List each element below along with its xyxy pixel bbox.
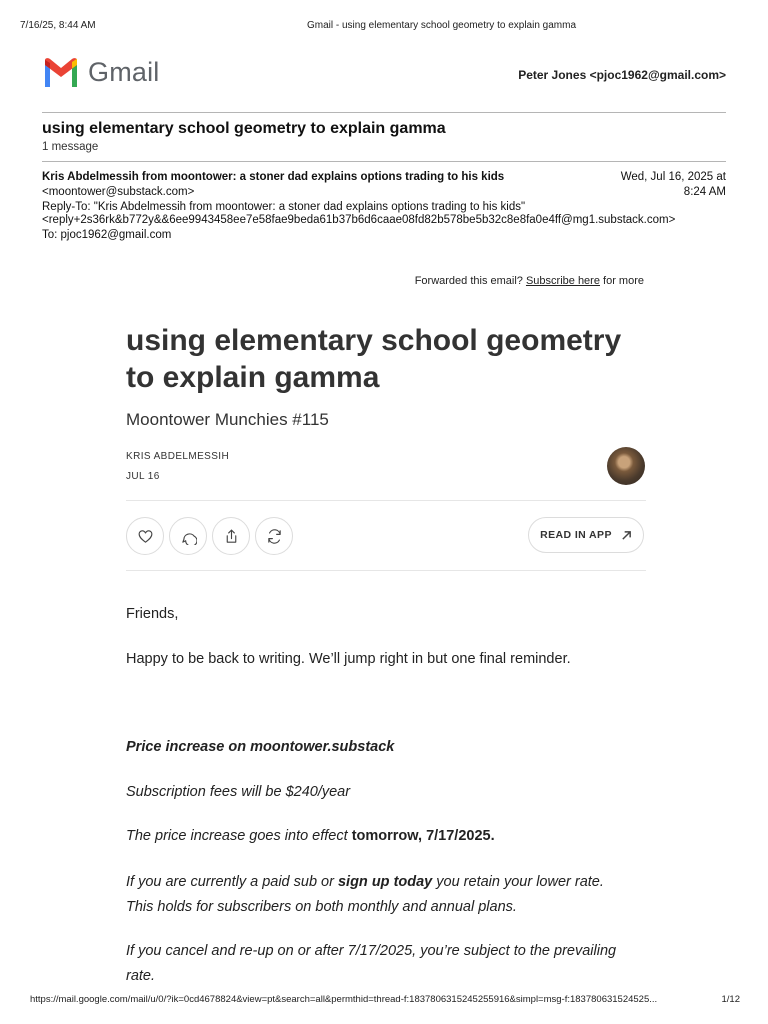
cancel-paragraph [126, 939, 646, 989]
share-icon [223, 528, 240, 545]
reply-to-line: Reply-To: "Kris Abdelmessih from moontower: a stoner dad explains options trading to his kids" [42, 201, 526, 213]
post-title-line2: to explain gamma [126, 361, 380, 394]
paid-text-c: you retain your lower rate. [436, 874, 604, 890]
share-button[interactable] [212, 517, 250, 555]
paid-text-line2: This holds for subscribers on both monthly and annual plans. [126, 899, 517, 915]
post-date: JUL 16 [126, 471, 160, 482]
like-button[interactable] [126, 517, 164, 555]
restack-icon [266, 528, 283, 545]
paid-paragraph [126, 870, 646, 920]
effect-date: tomorrow, 7/17/2025. [351, 828, 495, 844]
fees-text: Subscription fees will be $240/year [126, 784, 351, 800]
author-avatar[interactable] [607, 447, 645, 485]
sender-email: <moontower@substack.com> [42, 186, 195, 198]
thread-divider [42, 161, 726, 162]
post-author[interactable]: KRIS ABDELMESSIH [126, 451, 230, 462]
post-title[interactable] [126, 322, 646, 396]
sign-up-today-link[interactable]: sign up today [337, 874, 433, 890]
print-url: https://mail.google.com/mail/u/0/?ik=0cd4678824&view=pt&search=all&permthid=thread-f:1837806315245255916&simpl=msg-f:183780631524525... [30, 994, 658, 1005]
print-datetime: 7/16/25, 8:44 AM [20, 20, 96, 31]
recipient-line: To: pjoc1962@gmail.com [42, 229, 172, 241]
gmail-logo [42, 57, 160, 88]
forward-note [415, 275, 644, 287]
gmail-logo-text: Gmail [88, 57, 160, 87]
print-page-number: 1/12 [721, 994, 740, 1005]
price-heading: Price increase on moontower.substack [126, 739, 395, 755]
post-title-line1: using elementary school geometry [126, 324, 622, 357]
paid-text-a: If you are currently a paid sub or [126, 874, 334, 890]
comment-button[interactable] [169, 517, 207, 555]
subscribe-link[interactable]: Subscribe here [525, 275, 600, 287]
cancel-text-line1: If you cancel and re-up on or after 7/17/2025, you’re subject to the prevailing [126, 943, 617, 959]
intro-text: Happy to be back to writing. We’ll jump right in but one final reminder. [126, 651, 571, 667]
read-in-app-label: READ IN APP [540, 529, 612, 541]
thread-subject: using elementary school geometry to explain gamma [42, 120, 446, 137]
message-date [621, 170, 726, 200]
effect-text: The price increase goes into effect [126, 828, 348, 844]
greeting-text: Friends, [126, 606, 179, 622]
forward-prefix: Forwarded this email? [414, 275, 523, 287]
message-count: 1 message [42, 141, 99, 153]
gmail-m-icon [42, 58, 80, 88]
post-subtitle: Moontower Munchies #115 [126, 410, 329, 429]
account-name: Peter Jones <pjoc1962@gmail.com> [518, 68, 726, 82]
reply-to-address: <reply+2s36rk&b772y&&6ee9943458ee7e58fae9beda61b37b6d6caae08fd82b578be5b32c8e8fa0e4ff@mg1.substack.com> [42, 214, 676, 226]
arrow-up-right-icon [621, 530, 632, 541]
forward-suffix: for more [603, 275, 644, 287]
restack-button[interactable] [255, 517, 293, 555]
read-in-app-button[interactable] [528, 517, 644, 553]
message-date-line1: Wed, Jul 16, 2025 at [620, 171, 726, 183]
sender-name: Kris Abdelmessih from moontower: a stoner dad explains options trading to his kids [42, 171, 505, 183]
actions-bottom-divider [126, 570, 646, 571]
header-divider [42, 112, 726, 113]
message-date-line2: 8:24 AM [683, 186, 726, 198]
print-page-title: Gmail - using elementary school geometry to explain gamma [307, 20, 577, 31]
comment-icon [180, 528, 197, 545]
actions-top-divider [126, 500, 646, 501]
effect-paragraph [126, 824, 646, 849]
cancel-text-line2: rate. [126, 968, 156, 984]
heart-icon [137, 528, 154, 545]
